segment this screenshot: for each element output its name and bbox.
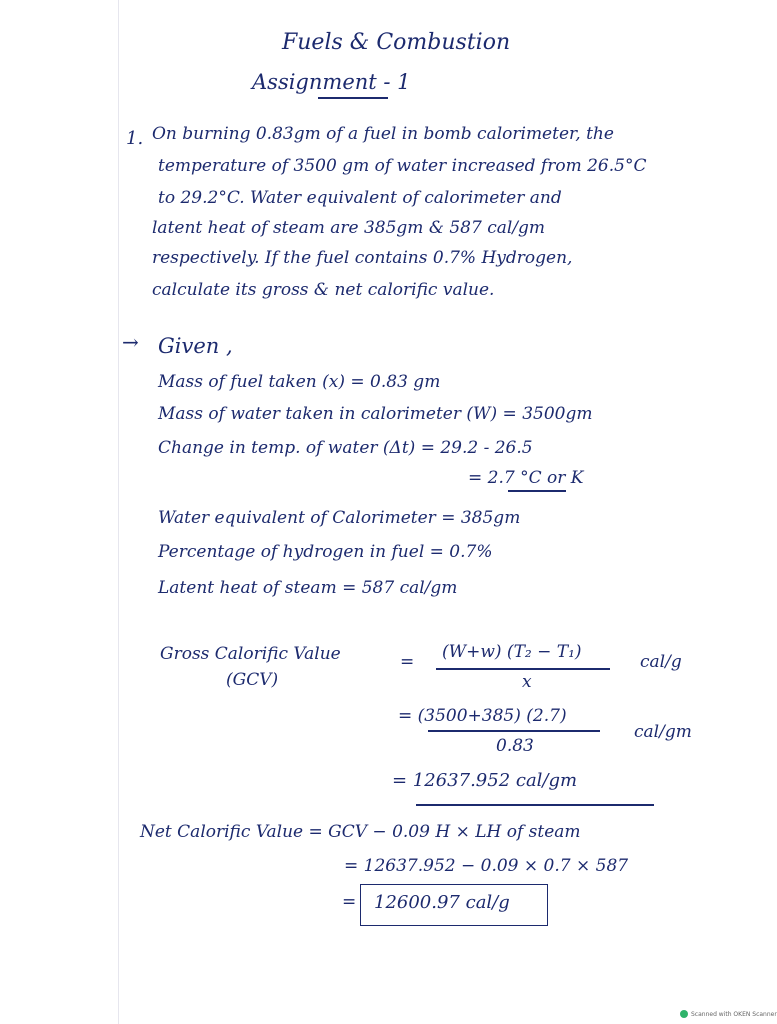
gcv-result-underline: [416, 804, 654, 806]
question-line-1: On burning 0.83gm of a fuel in bomb calorimeter, the: [152, 124, 614, 144]
ncv-result: 12600.97 cal/g: [374, 892, 510, 913]
given-label: Given ,: [158, 334, 233, 358]
ncv-result-equals: =: [342, 892, 357, 912]
formula-fraction-bar: [436, 668, 610, 670]
substitution-unit: cal/gm: [634, 722, 692, 742]
ncv-substitution: = 12637.952 − 0.09 × 0.7 × 587: [344, 856, 629, 876]
given-temp-change: Change in temp. of water (Δt) = 29.2 - 26.5: [158, 438, 533, 458]
substitution-denominator: 0.83: [496, 736, 534, 756]
ncv-formula: Net Calorific Value = GCV − 0.09 H × LH of steam: [140, 822, 581, 842]
assignment-heading: Assignment - 1: [252, 70, 411, 94]
given-water-equivalent: Water equivalent of Calorimeter = 385gm: [158, 508, 521, 528]
given-mass-water: Mass of water taken in calorimeter (W) = 3500gm: [158, 404, 593, 424]
formula-numerator: (W+w) (T₂ − T₁): [442, 642, 582, 662]
arrow-icon: →: [122, 330, 139, 354]
scanner-watermark-text: Scanned with OKEN Scanner: [691, 1010, 777, 1018]
given-temp-result: = 2.7 °C or K: [468, 468, 584, 488]
given-mass-fuel: Mass of fuel taken (x) = 0.83 gm: [158, 372, 441, 392]
page-title: Fuels & Combustion: [282, 30, 511, 55]
gcv-result: = 12637.952 cal/gm: [392, 770, 578, 791]
substitution-numerator: = (3500+385) (2.7): [398, 706, 567, 726]
heading-underline: [318, 97, 388, 99]
given-hydrogen-percent: Percentage of hydrogen in fuel = 0.7%: [158, 542, 493, 562]
temp-result-underline: [508, 490, 566, 492]
gcv-equals: =: [400, 652, 415, 672]
gcv-label: Gross Calorific Value: [160, 644, 341, 664]
question-line-2: temperature of 3500 gm of water increased from 26.5°C: [158, 156, 647, 176]
question-number: 1.: [126, 128, 144, 149]
formula-denominator: x: [522, 672, 532, 692]
margin-line: [118, 0, 119, 1024]
gcv-abbreviation: (GCV): [226, 670, 279, 690]
scanner-watermark: [680, 1010, 777, 1018]
given-latent-heat: Latent heat of steam = 587 cal/gm: [158, 578, 458, 598]
question-line-5: respectively. If the fuel contains 0.7% Hydrogen,: [152, 248, 573, 268]
question-line-4: latent heat of steam are 385gm & 587 cal/gm: [152, 218, 546, 238]
question-line-3: to 29.2°C. Water equivalent of calorimeter and: [158, 188, 562, 208]
formula-unit: cal/g: [640, 652, 682, 672]
substitution-fraction-bar: [428, 730, 600, 732]
question-line-6: calculate its gross & net calorific value.: [152, 280, 495, 300]
scanner-logo-icon: [680, 1010, 688, 1018]
